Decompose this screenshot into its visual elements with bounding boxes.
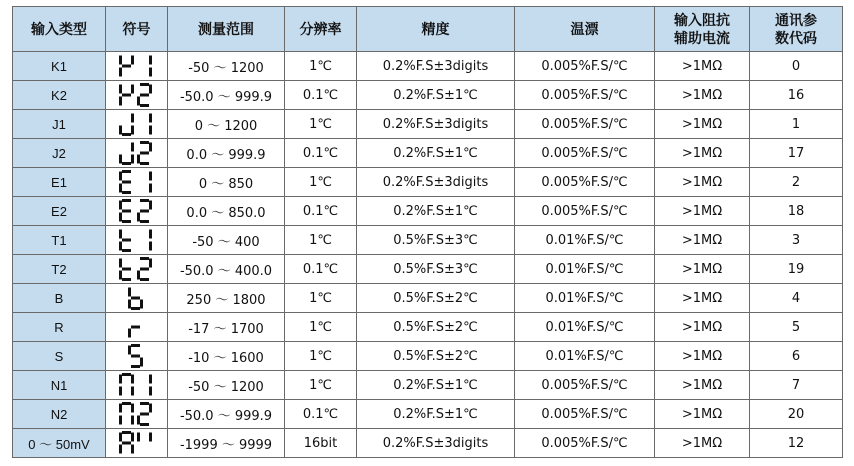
- header-accuracy: 精度: [357, 7, 515, 52]
- cell-symbol: [106, 168, 168, 197]
- spec-table-wrapper: [12, 6, 842, 458]
- cell-resolution: 0.1℃: [285, 255, 357, 284]
- cell-symbol: [106, 429, 168, 458]
- cell-input-type: T2: [13, 255, 106, 284]
- cell-input-type: B: [13, 284, 106, 313]
- cell-resolution: 1℃: [285, 52, 357, 81]
- cell-resolution: 1℃: [285, 342, 357, 371]
- cell-impedance: >1MΩ: [655, 313, 750, 342]
- cell-impedance: >1MΩ: [655, 284, 750, 313]
- cell-range: 0 ～ 850: [168, 168, 285, 197]
- cell-resolution: 1℃: [285, 313, 357, 342]
- cell-resolution: 1℃: [285, 371, 357, 400]
- cell-symbol: [106, 371, 168, 400]
- cell-drift: 0.005%F.S/℃: [515, 139, 655, 168]
- cell-resolution: 1℃: [285, 226, 357, 255]
- cell-input-type: J2: [13, 139, 106, 168]
- seven-segment-symbol-icon: [116, 431, 158, 455]
- cell-resolution: 0.1℃: [285, 400, 357, 429]
- table-row: [13, 255, 843, 284]
- cell-accuracy: 0.2%F.S±1℃: [357, 139, 515, 168]
- cell-accuracy: 0.5%F.S±2℃: [357, 342, 515, 371]
- cell-input-type: N1: [13, 371, 106, 400]
- cell-resolution: 1℃: [285, 284, 357, 313]
- cell-comm-code: 6: [750, 342, 843, 371]
- cell-comm-code: 16: [750, 81, 843, 110]
- table-row: [13, 139, 843, 168]
- table-row: [13, 52, 843, 81]
- cell-range: 0 ～ 1200: [168, 110, 285, 139]
- table-row: [13, 226, 843, 255]
- cell-comm-code: 18: [750, 197, 843, 226]
- seven-segment-symbol-icon: [116, 228, 158, 252]
- cell-drift: 0.01%F.S/℃: [515, 226, 655, 255]
- cell-symbol: [106, 139, 168, 168]
- cell-symbol: [106, 400, 168, 429]
- seven-segment-symbol-icon: [125, 344, 149, 368]
- seven-segment-symbol-icon: [116, 402, 158, 426]
- cell-comm-code: 4: [750, 284, 843, 313]
- cell-symbol: [106, 255, 168, 284]
- header-row: [13, 7, 843, 52]
- cell-input-type: N2: [13, 400, 106, 429]
- cell-drift: 0.005%F.S/℃: [515, 110, 655, 139]
- cell-resolution: 0.1℃: [285, 197, 357, 226]
- cell-impedance: >1MΩ: [655, 371, 750, 400]
- cell-resolution: 0.1℃: [285, 81, 357, 110]
- cell-impedance: >1MΩ: [655, 139, 750, 168]
- cell-symbol: [106, 342, 168, 371]
- cell-symbol: [106, 110, 168, 139]
- cell-comm-code: 2: [750, 168, 843, 197]
- table-row: [13, 110, 843, 139]
- cell-accuracy: 0.2%F.S±1℃: [357, 197, 515, 226]
- table-row: [13, 400, 843, 429]
- cell-range: 0.0 ～ 999.9: [168, 139, 285, 168]
- cell-comm-code: 3: [750, 226, 843, 255]
- cell-impedance: >1MΩ: [655, 81, 750, 110]
- cell-comm-code: 1: [750, 110, 843, 139]
- cell-comm-code: 7: [750, 371, 843, 400]
- table-row: [13, 284, 843, 313]
- cell-comm-code: 17: [750, 139, 843, 168]
- cell-comm-code: 0: [750, 52, 843, 81]
- cell-range: -17 ～ 1700: [168, 313, 285, 342]
- cell-drift: 0.005%F.S/℃: [515, 52, 655, 81]
- cell-comm-code: 19: [750, 255, 843, 284]
- cell-range: 250 ～ 1800: [168, 284, 285, 313]
- seven-segment-symbol-icon: [116, 83, 158, 107]
- cell-resolution: 1℃: [285, 110, 357, 139]
- header-input-type: 输入类型: [13, 7, 106, 52]
- cell-accuracy: 0.5%F.S±2℃: [357, 313, 515, 342]
- cell-range: -50 ～ 400: [168, 226, 285, 255]
- header-resolution: 分辨率: [285, 7, 357, 52]
- cell-drift: 0.005%F.S/℃: [515, 197, 655, 226]
- cell-accuracy: 0.5%F.S±3℃: [357, 226, 515, 255]
- cell-impedance: >1MΩ: [655, 400, 750, 429]
- seven-segment-symbol-icon: [116, 199, 158, 223]
- header-range: 测量范围: [168, 7, 285, 52]
- cell-comm-code: 12: [750, 429, 843, 458]
- cell-range: 0.0 ～ 850.0: [168, 197, 285, 226]
- cell-input-type: 0 ～ 50mV: [13, 429, 106, 458]
- cell-range: -50 ～ 1200: [168, 52, 285, 81]
- seven-segment-symbol-icon: [116, 257, 158, 281]
- cell-drift: 0.01%F.S/℃: [515, 284, 655, 313]
- thermocouple-spec-table: [12, 6, 843, 458]
- cell-resolution: 1℃: [285, 168, 357, 197]
- header-drift: 温漂: [515, 7, 655, 52]
- header-impedance: 输入阻抗 辅助电流: [655, 7, 750, 52]
- seven-segment-symbol-icon: [125, 286, 149, 310]
- cell-drift: 0.01%F.S/℃: [515, 342, 655, 371]
- cell-accuracy: 0.2%F.S±1℃: [357, 400, 515, 429]
- cell-impedance: >1MΩ: [655, 52, 750, 81]
- cell-input-type: R: [13, 313, 106, 342]
- cell-impedance: >1MΩ: [655, 255, 750, 284]
- cell-symbol: [106, 81, 168, 110]
- cell-impedance: >1MΩ: [655, 168, 750, 197]
- cell-range: -50.0 ～ 400.0: [168, 255, 285, 284]
- table-row: [13, 81, 843, 110]
- cell-symbol: [106, 197, 168, 226]
- cell-range: -50.0 ～ 999.9: [168, 81, 285, 110]
- cell-impedance: >1MΩ: [655, 342, 750, 371]
- header-symbol: 符号: [106, 7, 168, 52]
- seven-segment-symbol-icon: [125, 315, 149, 339]
- cell-drift: 0.01%F.S/℃: [515, 313, 655, 342]
- table-row: [13, 197, 843, 226]
- cell-range: -10 ～ 1600: [168, 342, 285, 371]
- cell-accuracy: 0.2%F.S±3digits: [357, 110, 515, 139]
- cell-input-type: E2: [13, 197, 106, 226]
- table-row: [13, 342, 843, 371]
- cell-drift: 0.005%F.S/℃: [515, 81, 655, 110]
- cell-accuracy: 0.5%F.S±2℃: [357, 284, 515, 313]
- cell-symbol: [106, 313, 168, 342]
- seven-segment-symbol-icon: [116, 54, 158, 78]
- cell-input-type: E1: [13, 168, 106, 197]
- cell-range: -50 ～ 1200: [168, 371, 285, 400]
- cell-accuracy: 0.2%F.S±3digits: [357, 168, 515, 197]
- cell-resolution: 16bit: [285, 429, 357, 458]
- seven-segment-symbol-icon: [116, 373, 158, 397]
- cell-drift: 0.005%F.S/℃: [515, 168, 655, 197]
- cell-drift: 0.005%F.S/℃: [515, 429, 655, 458]
- cell-symbol: [106, 284, 168, 313]
- cell-range: -50.0 ～ 999.9: [168, 400, 285, 429]
- cell-accuracy: 0.2%F.S±1℃: [357, 371, 515, 400]
- cell-symbol: [106, 226, 168, 255]
- cell-input-type: T1: [13, 226, 106, 255]
- cell-resolution: 0.1℃: [285, 139, 357, 168]
- cell-input-type: K1: [13, 52, 106, 81]
- cell-impedance: >1MΩ: [655, 197, 750, 226]
- cell-range: -1999 ～ 9999: [168, 429, 285, 458]
- cell-input-type: J1: [13, 110, 106, 139]
- cell-accuracy: 0.2%F.S±1℃: [357, 81, 515, 110]
- cell-input-type: K2: [13, 81, 106, 110]
- cell-accuracy: 0.2%F.S±3digits: [357, 52, 515, 81]
- header-comm-code: 通讯参 数代码: [750, 7, 843, 52]
- cell-drift: 0.005%F.S/℃: [515, 400, 655, 429]
- seven-segment-symbol-icon: [116, 141, 158, 165]
- cell-comm-code: 5: [750, 313, 843, 342]
- cell-impedance: >1MΩ: [655, 226, 750, 255]
- table-row: [13, 371, 843, 400]
- cell-drift: 0.01%F.S/℃: [515, 255, 655, 284]
- cell-comm-code: 20: [750, 400, 843, 429]
- cell-symbol: [106, 52, 168, 81]
- cell-input-type: S: [13, 342, 106, 371]
- cell-accuracy: 0.2%F.S±3digits: [357, 429, 515, 458]
- seven-segment-symbol-icon: [116, 112, 158, 136]
- cell-impedance: >1MΩ: [655, 429, 750, 458]
- cell-impedance: >1MΩ: [655, 110, 750, 139]
- table-row: [13, 313, 843, 342]
- seven-segment-symbol-icon: [116, 170, 158, 194]
- cell-accuracy: 0.5%F.S±3℃: [357, 255, 515, 284]
- table-row: [13, 168, 843, 197]
- table-row: [13, 429, 843, 458]
- cell-drift: 0.005%F.S/℃: [515, 371, 655, 400]
